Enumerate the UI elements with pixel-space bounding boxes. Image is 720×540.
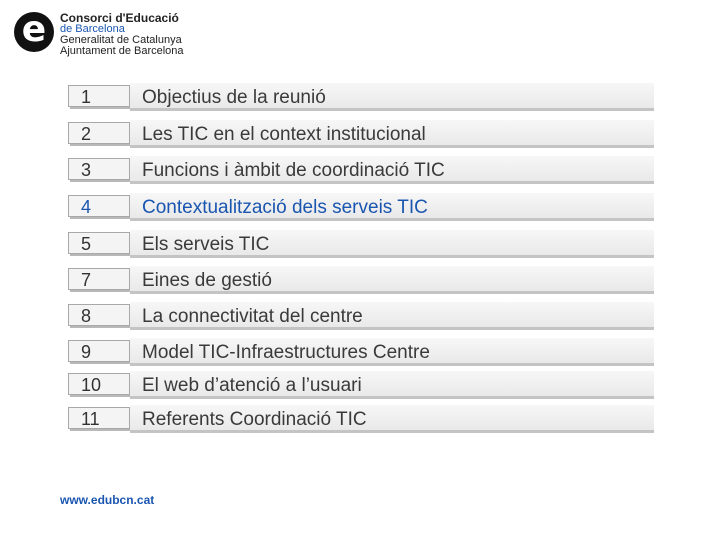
agenda-item: [68, 120, 654, 148]
agenda-item: [68, 266, 654, 294]
agenda-item-label: Eines de gestió: [142, 270, 272, 291]
agenda-item-number: 5: [68, 232, 130, 254]
consorci-logo-icon: e: [14, 12, 54, 52]
agenda-item-bar: [130, 156, 654, 184]
logo-line-1: Consorci d'Educació: [60, 11, 179, 25]
agenda-item-number: 7: [68, 268, 130, 290]
agenda-item-number: 3: [68, 158, 130, 180]
agenda-item-bar: [130, 405, 654, 433]
agenda-item-label: Funcions i àmbit de coordinació TIC: [142, 160, 445, 181]
agenda-item-label: Contextualització dels serveis TIC: [142, 197, 428, 218]
agenda-item-bar: [130, 302, 654, 330]
agenda-item-number: 2: [68, 122, 130, 144]
agenda-item-number: 8: [68, 304, 130, 326]
agenda-item: [68, 83, 654, 111]
agenda-item-bar: [130, 338, 654, 366]
agenda-item: [68, 302, 654, 330]
agenda-item-number: 9: [68, 340, 130, 362]
agenda-item: [68, 230, 654, 258]
agenda-item-label: Les TIC en el context institucional: [142, 124, 426, 145]
agenda-item-bar: [130, 266, 654, 294]
agenda-item-label: El web d’atenció a l’usuari: [142, 375, 362, 396]
footer-url-link[interactable]: www.edubcn.cat: [60, 493, 155, 507]
agenda-item: [68, 156, 654, 184]
agenda-item-label: Objectius de la reunió: [142, 87, 326, 108]
agenda-item-number: 1: [68, 85, 130, 107]
agenda-item-current: [68, 193, 654, 221]
agenda-item-number: 10: [68, 373, 130, 395]
agenda-item: [68, 371, 654, 399]
agenda-item-number: 4: [68, 195, 130, 217]
agenda-item-bar: [130, 120, 654, 148]
logo-line-4: Ajuntament de Barcelona: [60, 45, 184, 57]
logo-line-2: de Barcelona: [60, 23, 125, 35]
agenda-item-bar: [130, 83, 654, 111]
agenda-item: [68, 405, 654, 433]
agenda-item-number: 11: [68, 407, 130, 429]
agenda-item-bar: [130, 371, 654, 399]
agenda-item-label: Model TIC-Infraestructures Centre: [142, 342, 430, 363]
agenda-item: [68, 338, 654, 366]
agenda-item-label: La connectivitat del centre: [142, 306, 363, 327]
agenda-item-label: Referents Coordinació TIC: [142, 409, 367, 430]
agenda-item-bar: [130, 193, 654, 221]
logo-line-3: Generalitat de Catalunya: [60, 34, 182, 46]
agenda-item-label: Els serveis TIC: [142, 234, 270, 255]
agenda-item-bar: [130, 230, 654, 258]
logo-text: [60, 13, 184, 57]
